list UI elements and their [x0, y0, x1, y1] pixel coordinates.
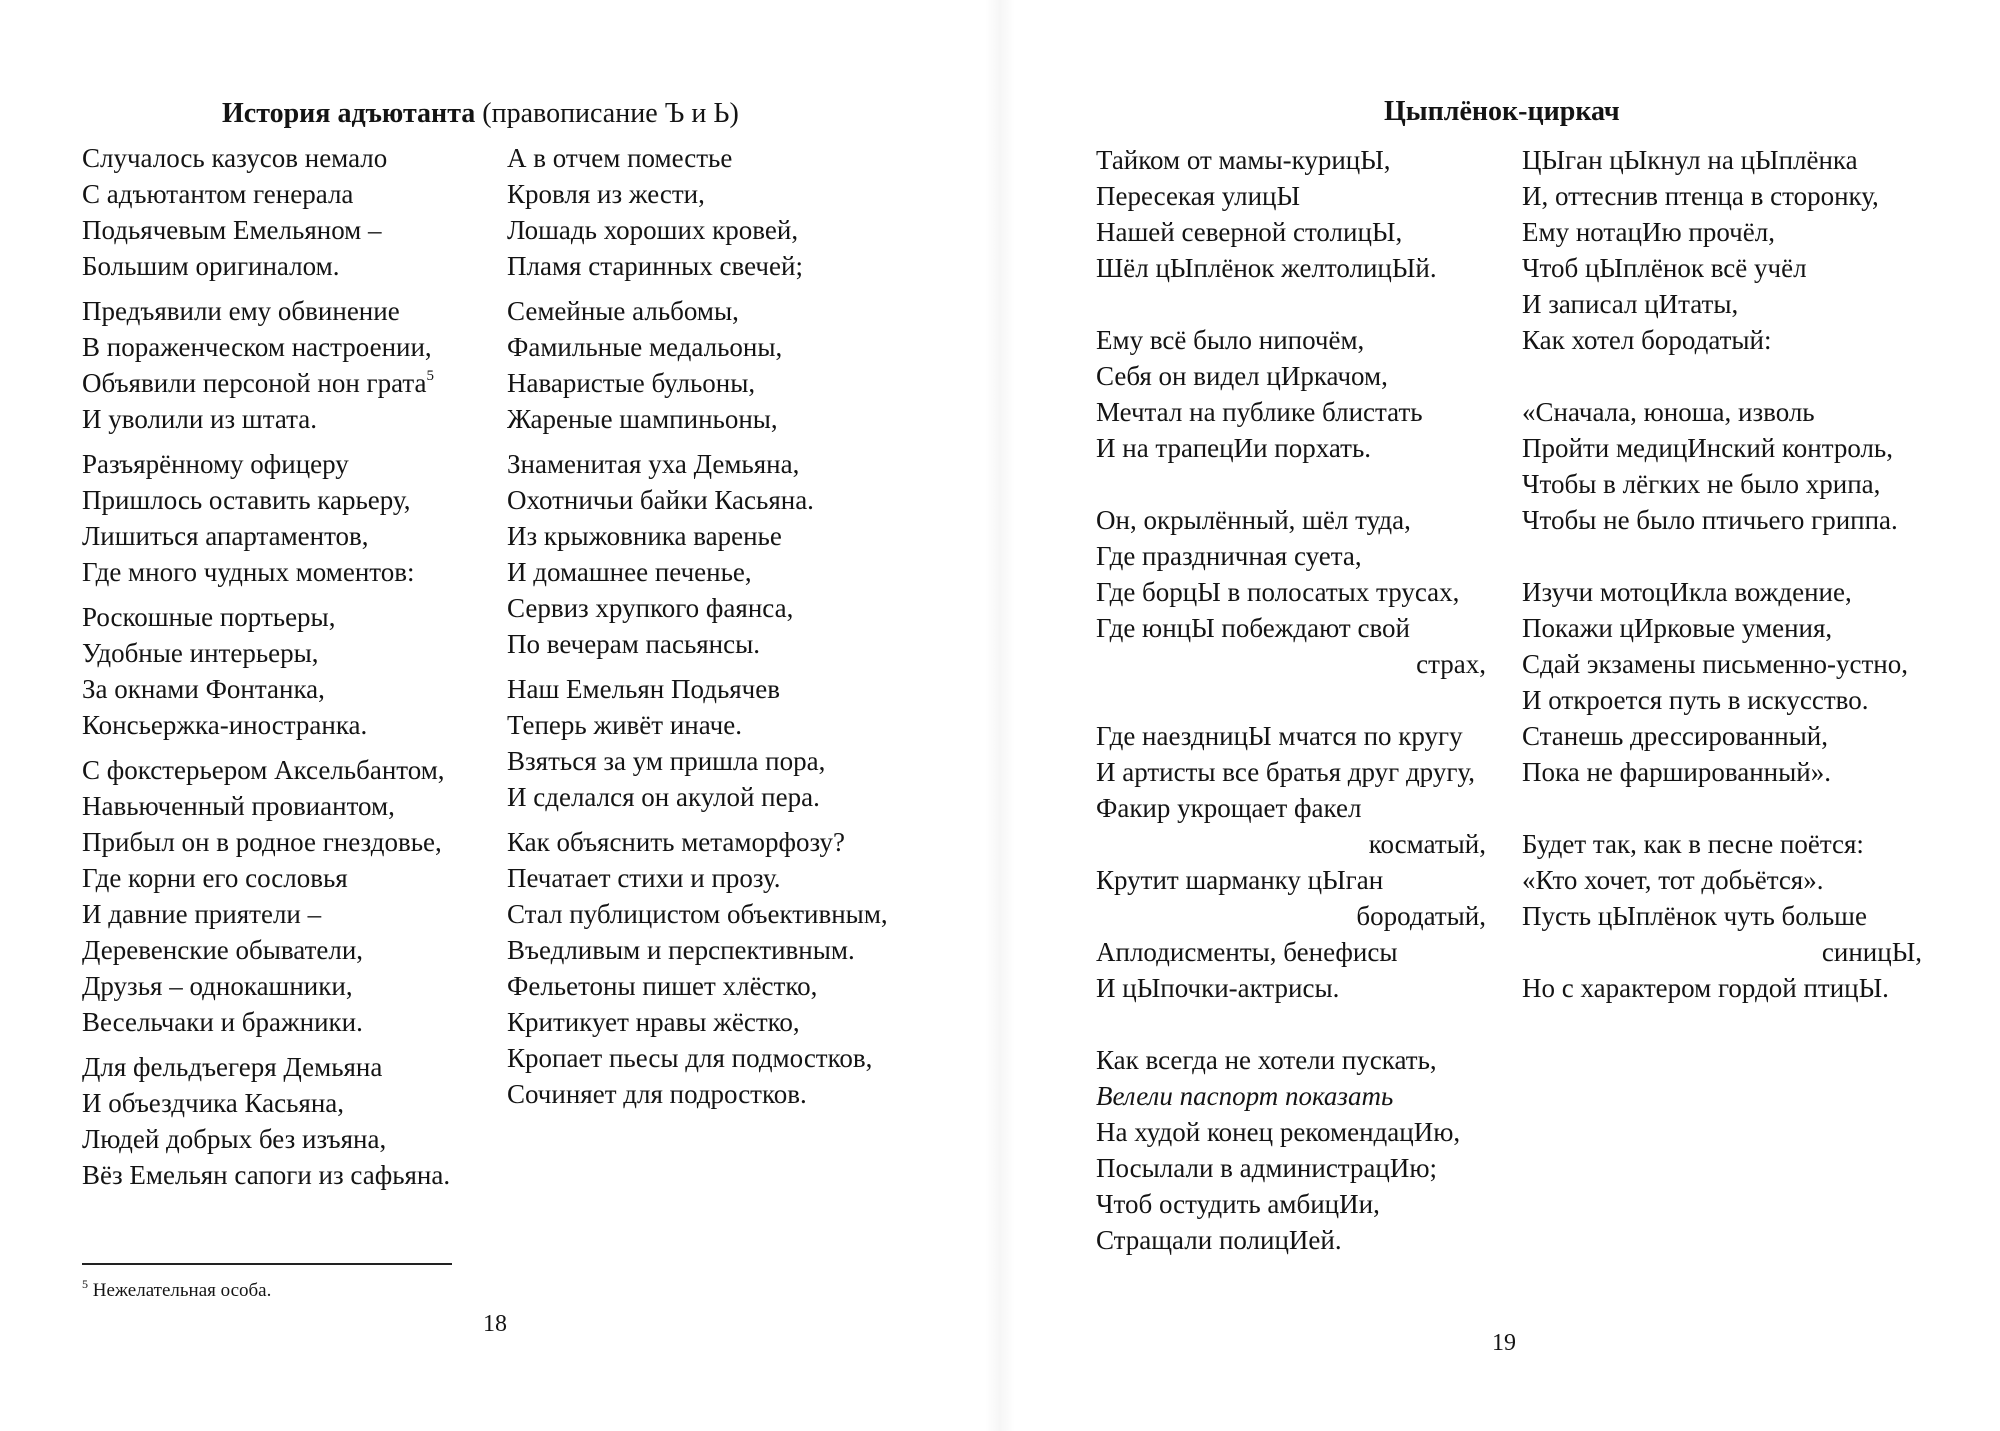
footnote-text: Нежелательная особа.: [92, 1280, 272, 1301]
poem-line: Ему нотацИю прочёл,: [1522, 217, 1775, 247]
stanza: [1096, 322, 1486, 466]
poem-line: Он, окрылённый, шёл туда,: [1096, 505, 1411, 535]
poem-line: Шёл цЫплёнок желтолицЫй.: [1096, 253, 1437, 283]
poem-line: Вёз Емельян сапоги из сафьяна.: [82, 1160, 451, 1190]
stanza: [507, 293, 888, 437]
poem-line: Стращали полицИей.: [1096, 1225, 1342, 1255]
stanza: [1096, 142, 1486, 286]
footnote-number: 5: [82, 1277, 88, 1291]
poem-line: Чтоб цЫплёнок всё учёл: [1522, 253, 1807, 283]
poem-line: В пораженческом настроении,: [82, 332, 432, 362]
stanza: [507, 140, 888, 284]
right-page: [1000, 0, 2000, 1431]
poem-line: Пройти медицИнский контроль,: [1522, 433, 1893, 463]
poem-line: Кропает пьесы для подмостков,: [507, 1043, 873, 1073]
poem-line: Где борцЫ в полосатых трусах,: [1096, 577, 1460, 607]
poem-line: И домашнее печенье,: [507, 557, 752, 587]
left-poem-title: [222, 96, 739, 132]
page-number-left: 18: [483, 1311, 507, 1337]
right-poem-column-1: [1096, 142, 1486, 1267]
poem-line: Посылали в администрацИю;: [1096, 1153, 1438, 1183]
poem-line: Фамильные медальоны,: [507, 332, 783, 362]
stanza: [1522, 394, 1922, 538]
poem-line-continuation: бородатый,: [1356, 901, 1486, 931]
poem-line: Чтоб остудить амбицИи,: [1096, 1189, 1380, 1219]
poem-line: Знаменитая уха Демьяна,: [507, 449, 800, 479]
poem-line: И давние приятели –: [82, 899, 322, 929]
poem-line: Весельчаки и бражники.: [82, 1007, 363, 1037]
poem-line: Чтобы в лёгких не было хрипа,: [1522, 469, 1881, 499]
footnote-divider: [82, 1263, 452, 1265]
poem-line: Пришлось оставить карьеру,: [82, 485, 411, 515]
poem-line: Критикует нравы жёстко,: [507, 1007, 800, 1037]
poem-line: И сделался он акулой пера.: [507, 782, 820, 812]
poem-line: За окнами Фонтанка,: [82, 674, 325, 704]
poem-line: Тайком от мамы-курицЫ,: [1096, 145, 1391, 175]
poem-line: Пусть цЫплёнок чуть больше: [1522, 901, 1867, 931]
poem-line: Предъявили ему обвинение: [82, 296, 400, 326]
poem-line: Пересекая улицЫ: [1096, 181, 1301, 211]
poem-line: Наш Емельян Подьячев: [507, 674, 780, 704]
poem-line: «Кто хочет, тот добьётся».: [1522, 865, 1824, 895]
poem-line: И объездчика Касьяна,: [82, 1088, 345, 1118]
stanza: [82, 1049, 450, 1193]
poem-line: Друзья – однокашники,: [82, 971, 353, 1001]
right-poem-title: [1384, 94, 1620, 130]
poem-line: И откроется путь в искусство.: [1522, 685, 1869, 715]
right-title-bold: Цыплёнок-циркач: [1384, 96, 1620, 127]
poem-line: Стал публицистом объективным,: [507, 899, 888, 929]
poem-line: Чтобы не было птичьего гриппа.: [1522, 505, 1898, 535]
poem-line: Консьержка-иностранка.: [82, 710, 368, 740]
poem-line-continuation: страх,: [1416, 649, 1486, 679]
poem-line: Деревенские обыватели,: [82, 935, 364, 965]
stanza: [507, 446, 888, 662]
poem-line: Охотничьи байки Касьяна.: [507, 485, 814, 515]
poem-line: На худой конец рекомендацИю,: [1096, 1117, 1461, 1147]
poem-line: Теперь живёт иначе.: [507, 710, 742, 740]
stanza: [82, 293, 450, 437]
poem-line: Нашей северной столицЫ,: [1096, 217, 1403, 247]
poem-line: Пламя старинных свечей;: [507, 251, 803, 281]
stanza: [82, 599, 450, 743]
poem-line: Роскошные портьеры,: [82, 602, 336, 632]
stanza: [1096, 502, 1486, 682]
poem-line: Жареные шампиньоны,: [507, 404, 778, 434]
poem-line: А в отчем поместье: [507, 143, 733, 173]
poem-line: Но с характером гордой птицЫ.: [1522, 973, 1889, 1003]
poem-line: С адъютантом генерала: [82, 179, 354, 209]
poem-line: Въедливым и перспективным.: [507, 935, 855, 965]
poem-line: Лишиться апартаментов,: [82, 521, 369, 551]
poem-line: Себя он видел цИркачом,: [1096, 361, 1388, 391]
poem-line: И цЫпочки-актрисы.: [1096, 973, 1340, 1003]
poem-line: Сочиняет для подростков.: [507, 1079, 807, 1109]
poem-line: Людей добрых без изъяна,: [82, 1124, 387, 1154]
stanza: [507, 671, 888, 815]
poem-line-italic: Велели паспорт показать: [1096, 1081, 1394, 1111]
poem-line: Фельетоны пишет хлёстко,: [507, 971, 818, 1001]
poem-line: Наваристые бульоны,: [507, 368, 756, 398]
stanza: [82, 752, 450, 1040]
poem-line: Где много чудных моментов:: [82, 557, 415, 587]
poem-line: И записал цИтаты,: [1522, 289, 1739, 319]
poem-line: И на трапецИи порхать.: [1096, 433, 1372, 463]
stanza: [1522, 826, 1922, 1006]
poem-line: Лошадь хороших кровей,: [507, 215, 799, 245]
left-poem-column-1: [82, 140, 450, 1202]
poem-line-continuation: косматый,: [1368, 829, 1486, 859]
poem-line: Семейные альбомы,: [507, 296, 739, 326]
poem-line: Большим оригиналом.: [82, 251, 340, 281]
stanza: [82, 446, 450, 590]
poem-line: ЦЫган цЫкнул на цЫплёнка: [1522, 145, 1858, 175]
page-number-right: 19: [1492, 1330, 1516, 1356]
poem-line: Для фельдъегеря Демьяна: [82, 1052, 383, 1082]
poem-line: Ему всё было нипочём,: [1096, 325, 1365, 355]
poem-line: Сервиз хрупкого фаянса,: [507, 593, 794, 623]
poem-line: Прибыл он в родное гнездовье,: [82, 827, 442, 857]
poem-line: Где корни его сословья: [82, 863, 348, 893]
poem-line-text: Объявили персоной нон грата: [82, 368, 427, 398]
poem-line: Аплодисменты, бенефисы: [1096, 937, 1398, 967]
poem-line: Где праздничная суета,: [1096, 541, 1362, 571]
poem-line: Из крыжовника варенье: [507, 521, 782, 551]
poem-line: Где наездницЫ мчатся по кругу: [1096, 721, 1463, 751]
poem-line: Покажи цИрковые умения,: [1522, 613, 1833, 643]
stanza: [1096, 718, 1486, 1006]
poem-line: «Сначала, юноша, изволь: [1522, 397, 1815, 427]
poem-line: Пока не фаршированный».: [1522, 757, 1831, 787]
poem-line: Печатает стихи и прозу.: [507, 863, 781, 893]
poem-line: Как объяснить метаморфозу?: [507, 827, 846, 857]
poem-line: По вечерам пасьянсы.: [507, 629, 761, 659]
poem-line: Будет так, как в песне поётся:: [1522, 829, 1864, 859]
poem-line: Крутит шарманку цЫган: [1096, 865, 1384, 895]
poem-line: Мечтал на публике блистать: [1096, 397, 1423, 427]
poem-line: Кровля из жести,: [507, 179, 705, 209]
poem-line: Навьюченный провиантом,: [82, 791, 395, 821]
stanza: [1096, 1042, 1486, 1258]
poem-line: Где юнцЫ побеждают свой: [1096, 613, 1410, 643]
poem-line: Разъярённому офицеру: [82, 449, 349, 479]
stanza: [1522, 142, 1922, 358]
footnote: [82, 1279, 271, 1303]
stanza: [507, 824, 888, 1112]
left-title-bold: История адъютанта: [222, 98, 476, 129]
poem-line: Факир укрощает факел: [1096, 793, 1362, 823]
left-poem-column-2: [507, 140, 888, 1121]
poem-line: Удобные интерьеры,: [82, 638, 319, 668]
poem-line: Взяться за ум пришла пора,: [507, 746, 826, 776]
poem-line: Как хотел бородатый:: [1522, 325, 1772, 355]
poem-line: Станешь дрессированный,: [1522, 721, 1828, 751]
footnote-reference: 5: [426, 368, 435, 384]
poem-line: Случалось казусов немало: [82, 143, 388, 173]
poem-line: Изучи мотоцИкла вождение,: [1522, 577, 1852, 607]
poem-line: И уволили из штата.: [82, 404, 317, 434]
poem-line: Как всегда не хотели пускать,: [1096, 1045, 1437, 1075]
poem-line: С фокстерьером Аксельбантом,: [82, 755, 445, 785]
stanza: [82, 140, 450, 284]
right-poem-column-2: [1522, 142, 1922, 1015]
poem-line-continuation: синицЫ,: [1821, 937, 1922, 967]
poem-line: И, оттеснив птенца в сторонку,: [1522, 181, 1879, 211]
poem-line-with-footnote: [82, 365, 450, 401]
stanza: [1522, 574, 1922, 790]
left-title-rest: (правописание Ъ и Ь): [475, 98, 739, 129]
poem-line: И артисты все братья друг другу,: [1096, 757, 1475, 787]
poem-line: Сдай экзамены письменно-устно,: [1522, 649, 1908, 679]
poem-line: Подьячевым Емельяном –: [82, 215, 382, 245]
